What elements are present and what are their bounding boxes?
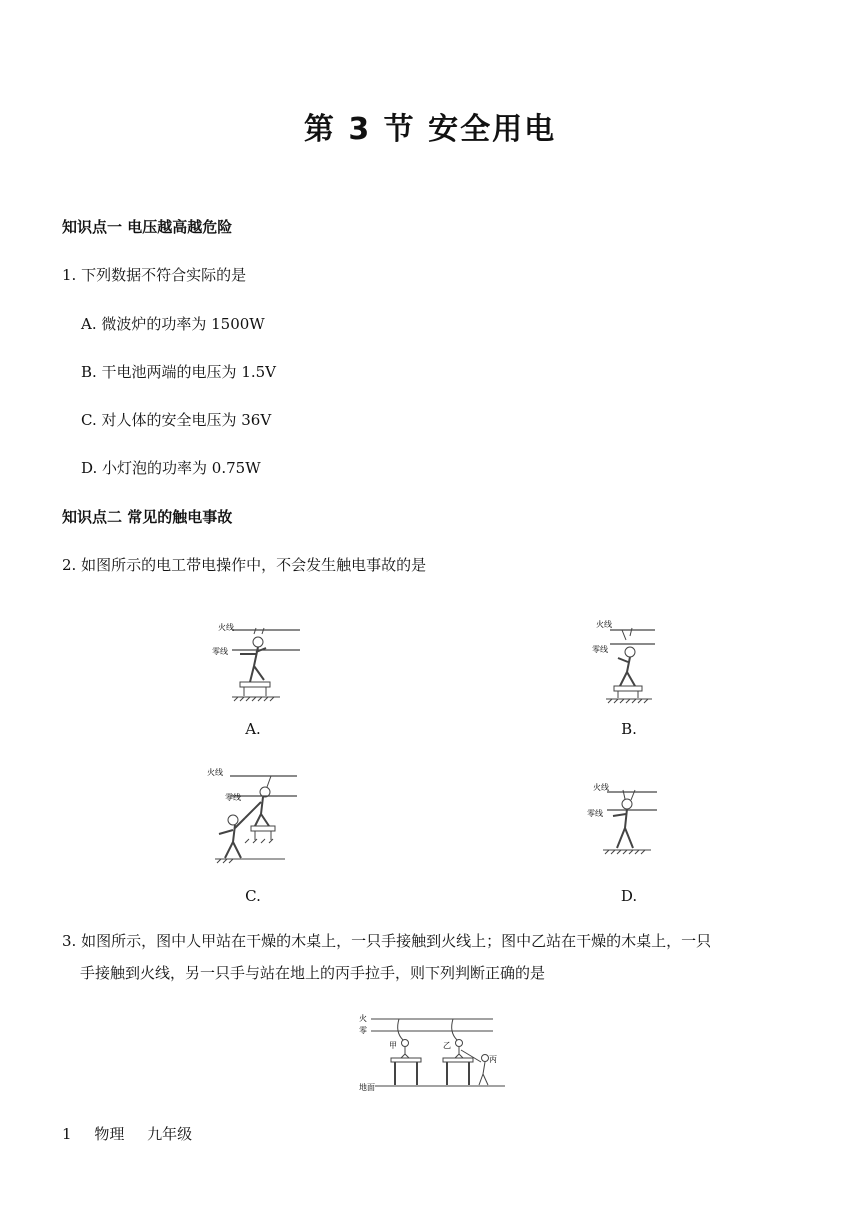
- footer-grade: 九年级: [147, 1125, 193, 1143]
- footer-subject: 物理: [94, 1125, 125, 1143]
- question-3-line-2: 手接触到火线，另一只手与站在地上的丙手拉手，则下列判断正确的是: [80, 964, 546, 982]
- figure-a-caption: A.: [245, 720, 261, 738]
- figure-a-live-label: 火线: [218, 623, 234, 632]
- page-title: 第 3 节 安全用电: [303, 112, 557, 147]
- question-3-stem: [62, 925, 807, 989]
- figure-b-neutral-label: 零线: [592, 645, 608, 654]
- figure-b-live-label: 火线: [596, 620, 612, 629]
- question-1-stem: 1. 下列数据不符合实际的是: [62, 266, 247, 284]
- figure-c-neutral-label: 零线: [225, 793, 241, 802]
- figure-c-caption: C.: [245, 887, 261, 905]
- q3-yi-label: 乙: [443, 1041, 451, 1050]
- figure-d-neutral-label: 零线: [587, 809, 603, 818]
- question-1-option-d: D. 小灯泡的功率为 0.75W: [81, 459, 261, 477]
- figure-b-electrician: [590, 614, 660, 706]
- section-heading-1: 知识点一 电压越高越危险: [62, 218, 233, 236]
- q3-bing-label: 丙: [489, 1055, 497, 1064]
- q3-neutral-label: 零: [359, 1026, 367, 1035]
- figure-a-electrician: [210, 614, 300, 706]
- page-footer: [62, 1123, 210, 1144]
- figure-b-caption: B.: [621, 720, 637, 738]
- figure-d-caption: D.: [620, 887, 638, 905]
- q3-live-label: 火: [359, 1014, 367, 1023]
- question-1-option-a: A. 微波炉的功率为 1500W: [81, 315, 265, 333]
- section-heading-2: 知识点二 常见的触电事故: [62, 508, 233, 526]
- question-1-option-b: B. 干电池两端的电压为 1.5V: [81, 363, 277, 381]
- figure-d-live-label: 火线: [593, 783, 609, 792]
- question-1-option-c: C. 对人体的安全电压为 36V: [81, 411, 272, 429]
- figure-a-neutral-label: 零线: [212, 647, 228, 656]
- q3-ground-label: 地面: [359, 1083, 375, 1092]
- page-number: 1: [62, 1125, 72, 1143]
- figure-c-live-label: 火线: [207, 768, 223, 777]
- question-2-stem: 2. 如图所示的电工带电操作中，不会发生触电事故的是: [62, 556, 427, 574]
- question-3-figure: [355, 1010, 515, 1092]
- figure-d-electrician: [585, 772, 660, 860]
- q3-jia-label: 甲: [389, 1041, 397, 1050]
- figure-c-electrician-pair: [205, 762, 300, 870]
- question-3-line-1: 3. 如图所示，图中人甲站在干燥的木桌上，一只手接触到火线上；图中乙站在干燥的木桌上，一只: [62, 932, 712, 950]
